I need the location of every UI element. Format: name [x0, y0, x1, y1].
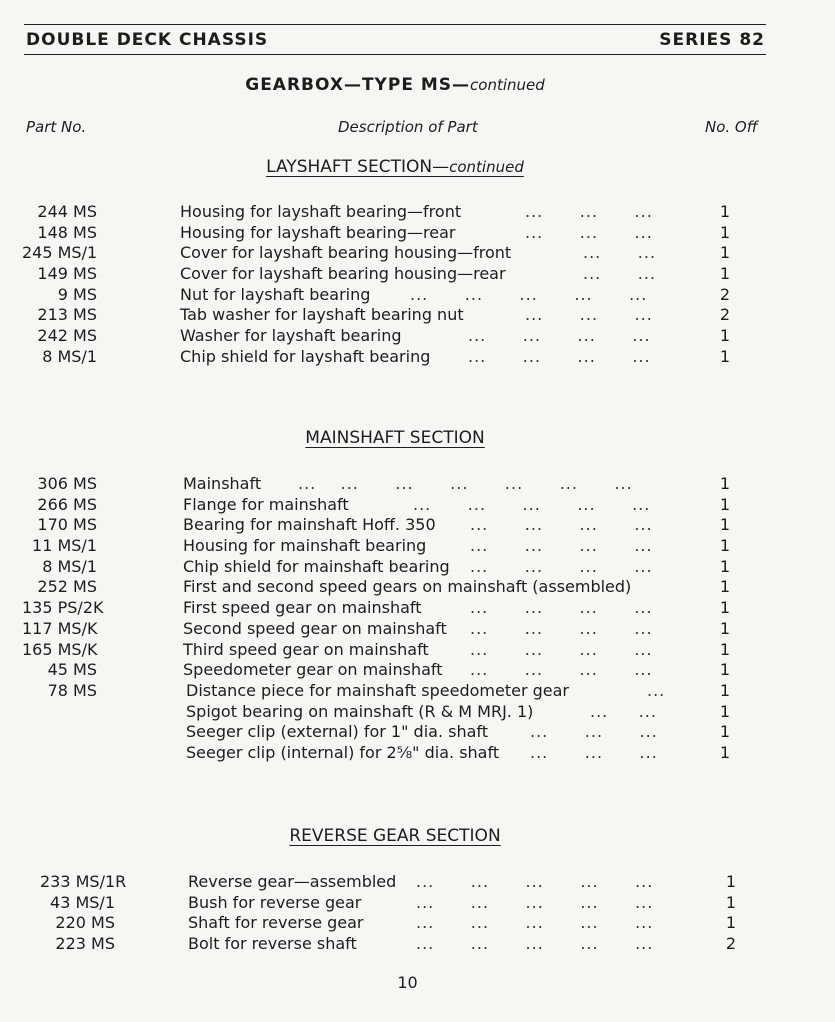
table-row: Spigot bearing on mainshaft (R & M MRJ. 1) ... ... 1 — [186, 701, 730, 721]
part-no: 252 MS — [37, 577, 97, 597]
table-row: 135 PS/2K First speed gear on mainshaft ... ... ... ... 1 — [22, 598, 730, 618]
part-qty: 1 — [719, 598, 730, 618]
column-part-no: Part No. — [26, 118, 87, 136]
table-row: 9 MS Nut for layshaft bearing ... ... ... ... ... 2 — [0, 285, 835, 306]
part-qty: 1 — [719, 639, 730, 659]
part-qty: 2 — [725, 934, 736, 954]
part-qty: 2 — [719, 305, 730, 325]
part-description: Flange for mainshaft — [183, 494, 349, 514]
part-no: 11 MS/1 — [32, 536, 97, 556]
part-no: 170 MS — [37, 515, 97, 535]
part-description: Bearing for mainshaft Hoff. 350 — [183, 515, 436, 535]
part-qty: 1 — [719, 222, 730, 242]
part-no: 117 MS/K — [22, 618, 98, 638]
layshaft-rows — [0, 202, 835, 368]
part-no: 266 MS — [37, 494, 97, 514]
table-row: 149 MS Cover for layshaft bearing housing—rear ... ... 1 — [0, 264, 835, 285]
part-description: Chip shield for mainshaft bearing — [183, 556, 450, 576]
part-no: 165 MS/K — [22, 639, 98, 659]
part-no: 245 MS/1 — [22, 243, 98, 263]
part-description: Cover for layshaft bearing housing—rear — [180, 264, 506, 284]
table-row: 244 MS Housing for layshaft bearing—front ... ... ... 1 — [0, 202, 835, 223]
part-description: Cover for layshaft bearing housing—front — [180, 243, 512, 263]
section-heading-suffix: continued — [449, 158, 524, 176]
header-chassis-title: DOUBLE DECK CHASSIS — [26, 30, 269, 50]
part-qty: 1 — [725, 872, 736, 891]
table-row: Seeger clip (external) for 1" dia. shaft ... ... ... 1 — [186, 722, 730, 742]
part-no: 244 MS — [37, 202, 97, 221]
part-qty: 1 — [725, 913, 736, 933]
part-qty: 1 — [725, 892, 736, 912]
part-description: Housing for mainshaft bearing — [183, 536, 427, 556]
part-qty: 1 — [719, 474, 730, 493]
table-row: 233 MS/1R Reverse gear—assembled ... ... ... ... ... 1 — [40, 872, 736, 891]
part-no: 45 MS — [47, 660, 97, 680]
part-description: Chip shield for layshaft bearing — [180, 346, 431, 366]
part-qty: 1 — [719, 722, 730, 742]
section-heading-mainshaft — [0, 428, 790, 448]
section-heading-text: REVERSE GEAR SECTION — [289, 826, 501, 846]
part-qty: 1 — [719, 742, 730, 762]
part-qty: 2 — [719, 284, 730, 304]
table-row: Seeger clip (internal) for 2⅝" dia. shaft ... ... ... 1 — [186, 742, 730, 762]
section-heading-layshaft — [0, 157, 790, 177]
part-description: Spigot bearing on mainshaft (R & M MRJ. 1) — [186, 701, 534, 721]
table-row: 213 MS Tab washer for layshaft bearing nut ... ... ... 2 — [0, 305, 835, 326]
table-row: 266 MS Flange for mainshaft ... ... ... ... ... 1 — [0, 495, 835, 516]
table-row: 220 MS Shaft for reverse gear ... ... ... ... ... 1 — [0, 913, 835, 934]
table-row: 306 MS Mainshaft ... ... ... ... ... ... ... 1 — [0, 474, 835, 495]
part-description: First and second speed gears on mainshaft (assembled) — [183, 577, 632, 597]
table-row: 43 MS/1 Bush for reverse gear ... ... ... ... ... 1 — [0, 893, 835, 914]
header-rule — [24, 54, 766, 55]
part-qty: 1 — [719, 243, 730, 263]
part-description: Distance piece for mainshaft speedometer gear — [186, 680, 569, 700]
part-description: Bush for reverse gear — [188, 892, 362, 912]
part-description: Third speed gear on mainshaft — [183, 639, 429, 659]
part-description: Seeger clip (internal) for 2⅝" dia. shaft — [186, 742, 500, 762]
column-description: Description of Part — [338, 118, 478, 136]
table-row: 148 MS Housing for layshaft bearing—rear ... ... ... 1 — [0, 223, 835, 244]
part-description: Reverse gear—assembled — [188, 872, 397, 891]
part-no: 213 MS — [37, 305, 97, 325]
column-no-off: No. Off — [705, 118, 758, 136]
part-no: 306 MS — [37, 474, 97, 493]
part-no: 148 MS — [37, 222, 97, 242]
part-description: Nut for layshaft bearing — [180, 284, 371, 304]
part-description: Mainshaft — [183, 474, 262, 493]
table-row: 245 MS/1 Cover for layshaft bearing housing—front ... ... 1 — [22, 243, 730, 263]
part-no: 78 MS — [47, 680, 97, 700]
part-no: 43 MS/1 — [50, 892, 115, 912]
part-qty: 1 — [719, 577, 730, 597]
part-qty: 1 — [719, 618, 730, 638]
part-description: Speedometer gear on mainshaft — [183, 660, 443, 680]
part-no: 242 MS — [37, 326, 97, 346]
table-row: 165 MS/K Third speed gear on mainshaft ... ... ... ... 1 — [22, 639, 730, 659]
part-no: 135 PS/2K — [22, 598, 104, 618]
part-description: Bolt for reverse shaft — [188, 934, 357, 954]
part-no: 223 MS — [55, 934, 115, 954]
table-row: 223 MS Bolt for reverse shaft ... ... ... ... ... 2 — [0, 934, 835, 955]
part-no: 220 MS — [55, 913, 115, 933]
title-suffix: continued — [470, 76, 545, 94]
part-qty: 1 — [719, 556, 730, 576]
part-no: 8 MS/1 — [42, 346, 97, 366]
page-title — [0, 75, 790, 95]
table-row: 78 MS Distance piece for mainshaft speedometer gear ... 1 — [0, 681, 835, 702]
part-qty: 1 — [719, 660, 730, 680]
part-description: Housing for layshaft bearing—front — [180, 202, 462, 221]
part-qty: 1 — [719, 346, 730, 366]
title-main: GEARBOX—TYPE MS— — [245, 75, 471, 95]
part-description: Tab washer for layshaft bearing nut — [180, 305, 464, 325]
table-row — [0, 577, 835, 598]
header-series: SERIES 82 — [659, 30, 765, 50]
table-row: 242 MS Washer for layshaft bearing ... ... ... ... 1 — [0, 326, 835, 347]
mainshaft-rows — [0, 474, 835, 764]
table-row: 117 MS/K Second speed gear on mainshaft ... ... ... ... 1 — [22, 618, 730, 638]
section-heading-text: MAINSHAFT SECTION — [305, 428, 485, 448]
part-qty: 1 — [719, 494, 730, 514]
table-row: 8 MS/1 Chip shield for layshaft bearing ... ... ... ... 1 — [0, 347, 835, 368]
part-qty: 1 — [719, 264, 730, 284]
part-qty: 1 — [719, 701, 730, 721]
part-no: 233 MS/1R — [40, 872, 127, 891]
part-description: Shaft for reverse gear — [188, 913, 364, 933]
table-row: 8 MS/1 Chip shield for mainshaft bearing ... ... ... ... 1 — [0, 557, 835, 578]
part-qty: 1 — [719, 536, 730, 556]
part-no: 149 MS — [37, 264, 97, 284]
part-no: 9 MS — [57, 284, 97, 304]
top-rule — [24, 24, 766, 25]
reverse-gear-rows — [0, 872, 835, 955]
section-heading-text: LAYSHAFT SECTION— — [266, 157, 450, 177]
part-no: 8 MS/1 — [42, 556, 97, 576]
part-qty: 1 — [719, 680, 730, 700]
part-qty: 1 — [719, 515, 730, 535]
page-number: 10 — [397, 973, 418, 992]
table-row: 45 MS Speedometer gear on mainshaft ... ... ... ... 1 — [0, 660, 835, 681]
part-description: First speed gear on mainshaft — [183, 598, 422, 618]
table-row: 11 MS/1 Housing for mainshaft bearing ... ... ... ... 1 — [0, 536, 835, 557]
table-row: 170 MS Bearing for mainshaft Hoff. 350 ... ... ... ... 1 — [0, 515, 835, 536]
part-description: Washer for layshaft bearing — [180, 326, 402, 346]
part-description: Seeger clip (external) for 1" dia. shaft — [186, 722, 489, 742]
part-description: Second speed gear on mainshaft — [183, 618, 447, 638]
part-qty: 1 — [719, 202, 730, 221]
section-heading-reverse-gear — [0, 826, 790, 846]
part-description: Housing for layshaft bearing—rear — [180, 222, 456, 242]
part-qty: 1 — [719, 326, 730, 346]
